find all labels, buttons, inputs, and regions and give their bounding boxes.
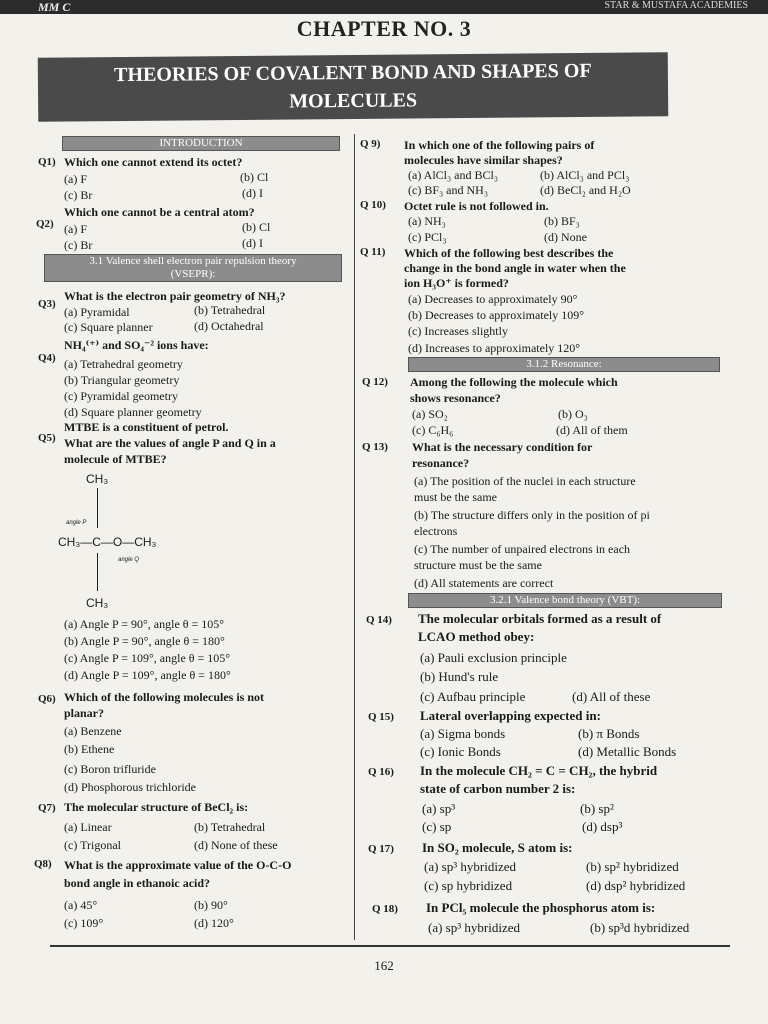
q11-text-3: ion H₃O⁺ is formed? — [404, 276, 509, 290]
mtbe-main-chain: CH₃—C—O—CH₃ — [58, 535, 157, 549]
q9-text-1: In which one of the following pairs of — [404, 138, 595, 152]
q5-option-d: (d) Angle P = 109°, angle θ = 180° — [64, 668, 231, 682]
q4-option-b: (b) Triangular geometry — [64, 373, 180, 387]
brand-text: MM C — [38, 0, 71, 14]
q1-text: Which one cannot extend its octet? — [64, 155, 243, 169]
q8-option-c: (c) 109° — [64, 916, 104, 930]
q12-option-b: (b) O₃ — [558, 407, 588, 421]
q2-option-c: (c) Br — [64, 238, 93, 252]
q12-text-2: shows resonance? — [410, 391, 501, 405]
mtbe-angle-q-label: angle Q — [118, 557, 140, 563]
q11-option-b: (b) Decreases to approximately 109° — [408, 308, 585, 322]
q7-text: The molecular structure of BeCl₂ is: — [64, 800, 249, 814]
q17-option-a: (a) sp³ hybridized — [424, 859, 516, 874]
q6-option-c: (c) Boron trifluride — [64, 762, 156, 776]
column-divider — [354, 134, 355, 940]
q5-text-3: molecule of MTBE? — [64, 452, 167, 466]
q7-option-a: (a) Linear — [64, 820, 112, 834]
q13-number: Q 13) — [362, 441, 388, 453]
q3-option-b: (b) Tetrahedral — [194, 303, 266, 317]
section-vsepr-line2: (VSEPR): — [170, 268, 216, 280]
q17-text: In SO₂ molecule, S atom is: — [422, 840, 573, 855]
q16-number: Q 16) — [368, 766, 394, 778]
top-strip-text: STAR & MUSTAFA ACADEMIES — [604, 0, 748, 11]
q13-option-d: (d) All statements are correct — [414, 576, 554, 590]
section-vbt: 3.2.1 Valence bond theory (VBT): — [408, 593, 722, 608]
chapter-title-line2: MOLECULES — [289, 89, 418, 113]
q12-number: Q 12) — [362, 376, 388, 388]
q11-number: Q 11) — [360, 246, 386, 258]
section-introduction: INTRODUCTION — [62, 136, 340, 151]
q11-text-1: Which of the following best describes the — [404, 246, 614, 260]
q1-option-d: (d) I — [242, 186, 263, 200]
q10-option-a: (a) NH₃ — [408, 214, 446, 228]
q8-text-2: bond angle in ethanoic acid? — [64, 876, 211, 890]
q16-option-d: (d) dsp³ — [582, 819, 623, 834]
q10-text: Octet rule is not followed in. — [404, 199, 549, 213]
q18-option-b: (b) sp³d hybridized — [590, 920, 690, 935]
q14-text-2: LCAO method obey: — [418, 629, 535, 644]
q6-text-1: Which of the following molecules is not — [64, 690, 264, 704]
q11-option-d: (d) Increases to approximately 120° — [408, 341, 581, 355]
q9-text-2: molecules have similar shapes? — [404, 153, 563, 167]
q13-option-a-line2: must be the same — [414, 490, 497, 504]
q4-option-a: (a) Tetrahedral geometry — [64, 357, 183, 371]
q2-text: Which one cannot be a central atom? — [64, 205, 255, 219]
q4-number: Q4) — [38, 352, 56, 364]
q6-option-b: (b) Ethene — [64, 742, 115, 756]
q3-text: What is the electron pair geometry of NH₃? — [64, 289, 286, 303]
q3-option-c: (c) Square planner — [64, 320, 153, 334]
q17-option-d: (d) dsp² hybridized — [586, 878, 686, 893]
q5-text-1: MTBE is a constituent of petrol. — [64, 420, 229, 434]
q18-option-a: (a) sp³ hybridized — [428, 920, 520, 935]
q10-number: Q 10) — [360, 199, 386, 211]
q11-option-a: (a) Decreases to approximately 90° — [408, 292, 578, 306]
mtbe-top-ch3: CH₃ — [86, 472, 109, 486]
q12-option-d: (d) All of them — [556, 423, 628, 437]
q18-text: In PCl₅ molecule the phosphorus atom is: — [426, 900, 656, 915]
q14-text-1: The molecular orbitals formed as a result of — [418, 611, 662, 626]
q10-option-b: (b) BF₃ — [544, 214, 580, 228]
q4-option-d: (d) Square planner geometry — [64, 405, 202, 419]
q5-option-a: (a) Angle P = 90°, angle θ = 105° — [64, 617, 225, 631]
q2-option-a: (a) F — [64, 222, 87, 236]
q16-option-b: (b) sp² — [580, 801, 614, 816]
q9-number: Q 9) — [360, 138, 381, 150]
q14-option-c: (c) Aufbau principle — [420, 689, 526, 704]
q17-number: Q 17) — [368, 843, 394, 855]
q14-option-a: (a) Pauli exclusion principle — [420, 650, 567, 665]
q3-number: Q3) — [38, 298, 56, 310]
q6-option-d: (d) Phosphorous trichloride — [64, 780, 196, 794]
q6-text-2: planar? — [64, 706, 105, 720]
q15-option-d: (d) Metallic Bonds — [578, 744, 677, 759]
q15-number: Q 15) — [368, 711, 394, 723]
q6-number: Q6) — [38, 693, 56, 705]
q14-option-b: (b) Hund's rule — [420, 669, 499, 684]
q8-option-d: (d) 120° — [194, 916, 234, 930]
chapter-title-line1: THEORIES OF COVALENT BOND AND SHAPES OF — [114, 59, 592, 87]
q13-text-1: What is the necessary condition for — [412, 440, 593, 454]
q3-option-a: (a) Pyramidal — [64, 305, 130, 319]
q7-number: Q7) — [38, 802, 56, 814]
mtbe-bond-down — [97, 553, 98, 591]
q12-option-a: (a) SO₂ — [412, 407, 448, 421]
q13-option-b-line2: electrons — [414, 524, 458, 538]
q3-option-d: (d) Octahedral — [194, 319, 264, 333]
q5-text-2: What are the values of angle P and Q in a — [64, 436, 276, 450]
footer-rule — [50, 945, 730, 947]
q13-text-2: resonance? — [412, 456, 470, 470]
q9-option-d: (d) BeCl₂ and H₂O — [540, 183, 631, 197]
q14-number: Q 14) — [366, 614, 392, 626]
q8-number: Q8) — [34, 858, 52, 870]
q2-number: Q2) — [36, 218, 54, 230]
q16-option-a: (a) sp³ — [422, 801, 456, 816]
q1-option-b: (b) Cl — [240, 170, 269, 184]
q16-text-2: state of carbon number 2 is: — [420, 781, 576, 796]
q16-option-c: (c) sp — [422, 819, 452, 834]
q7-option-d: (d) None of these — [194, 838, 278, 852]
q12-option-c: (c) C₆H₆ — [412, 423, 454, 437]
q7-option-c: (c) Trigonal — [64, 838, 121, 852]
q15-option-b: (b) π Bonds — [578, 726, 640, 741]
section-resonance: 3.1.2 Resonance: — [408, 357, 720, 372]
q13-option-b-line1: (b) The structure differs only in the position of pi — [414, 508, 650, 522]
q14-option-d: (d) All of these — [572, 689, 651, 704]
mtbe-bond-up — [97, 488, 98, 528]
q8-text-1: What is the approximate value of the O-C-O — [64, 858, 292, 872]
section-vsepr — [44, 254, 342, 282]
q2-option-d: (d) I — [242, 236, 263, 250]
q5-option-c: (c) Angle P = 109°, angle θ = 105° — [64, 651, 231, 665]
mtbe-bottom-ch3: CH₃ — [86, 596, 109, 610]
q8-option-b: (b) 90° — [194, 898, 228, 912]
q18-number: Q 18) — [372, 903, 398, 915]
q17-option-b: (b) sp² hybridized — [586, 859, 679, 874]
q4-text: NH₄⁽⁺⁾ and SO₄⁻² ions have: — [64, 338, 209, 352]
q16-text-1: In the molecule CH₂ = C = CH₂, the hybrid — [420, 763, 658, 778]
q13-option-c-line2: structure must be the same — [414, 558, 542, 572]
q2-option-b: (b) Cl — [242, 220, 271, 234]
q5-option-b: (b) Angle P = 90°, angle θ = 180° — [64, 634, 225, 648]
q9-option-b: (b) AlCl₃ and PCl₃ — [540, 168, 630, 182]
q13-option-a-line1: (a) The position of the nuclei in each structure — [414, 474, 636, 488]
q11-option-c: (c) Increases slightly — [408, 324, 508, 338]
q6-option-a: (a) Benzene — [64, 724, 122, 738]
q12-text-1: Among the following the molecule which — [410, 375, 618, 389]
q15-option-c: (c) Ionic Bonds — [420, 744, 501, 759]
q7-option-b: (b) Tetrahedral — [194, 820, 266, 834]
q15-option-a: (a) Sigma bonds — [420, 726, 506, 741]
top-strip — [0, 0, 768, 14]
q9-option-a: (a) AlCl₃ and BCl₃ — [408, 168, 499, 182]
q17-option-c: (c) sp hybridized — [424, 878, 513, 893]
q5-number: Q5) — [38, 432, 56, 444]
q15-text: Lateral overlapping expected in: — [420, 708, 601, 723]
page-number: 162 — [374, 958, 394, 973]
q13-option-c-line1: (c) The number of unpaired electrons in each — [414, 542, 631, 556]
q10-option-d: (d) None — [544, 230, 587, 244]
q1-option-c: (c) Br — [64, 188, 93, 202]
q9-option-c: (c) BF₃ and NH₃ — [408, 183, 489, 197]
q8-option-a: (a) 45° — [64, 898, 98, 912]
chapter-heading: CHAPTER NO. 3 — [296, 16, 472, 41]
chapter-title — [38, 52, 669, 121]
section-vsepr-line1: 3.1 Valence shell electron pair repulsion theory — [89, 255, 297, 267]
q1-option-a: (a) F — [64, 172, 87, 186]
q11-text-2: change in the bond angle in water when the — [404, 261, 626, 275]
q4-option-c: (c) Pyramidal geometry — [64, 389, 178, 403]
q1-number: Q1) — [38, 156, 56, 168]
mtbe-angle-p-label: angle P — [66, 520, 87, 526]
q10-option-c: (c) PCl₃ — [408, 230, 447, 244]
